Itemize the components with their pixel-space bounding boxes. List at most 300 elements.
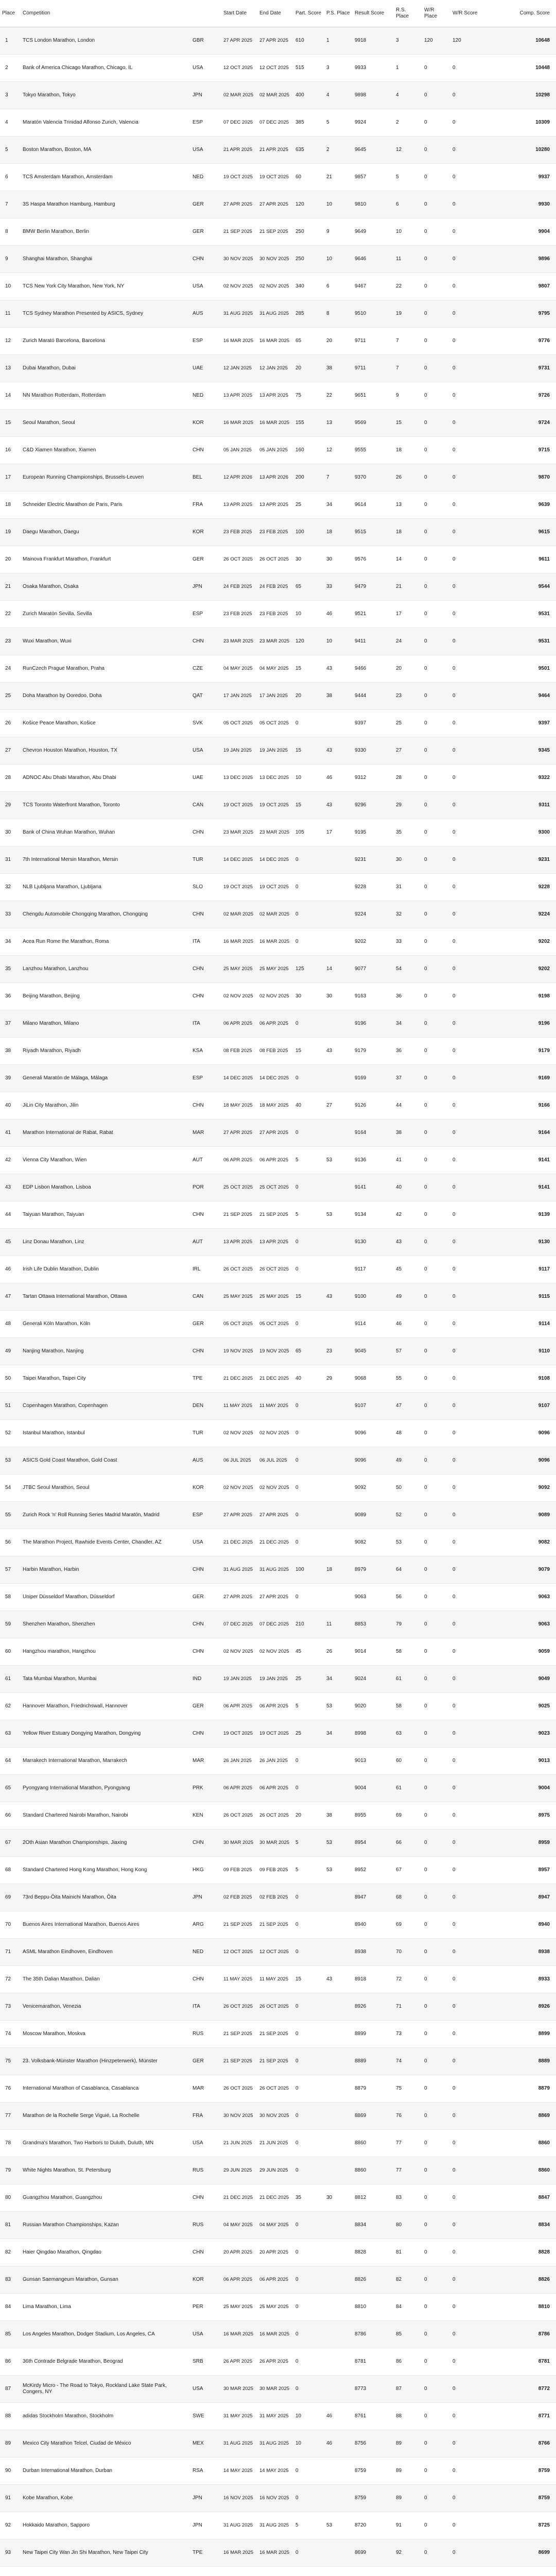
- cell-start-date: 25 MAY 2025: [221, 956, 257, 983]
- cell-place: 64: [0, 1748, 21, 1775]
- cell-part-score: 60: [293, 164, 324, 191]
- cell-competition[interactable]: Bank of America Chicago Marathon, Chicago, IL: [21, 55, 190, 82]
- cell-part-score: 0: [293, 1447, 324, 1475]
- cell-competition[interactable]: Košice Peace Marathon, Košice: [21, 710, 190, 737]
- cell-country: TPE: [190, 1365, 221, 1393]
- cell-wr-score: 0: [450, 546, 484, 573]
- cell-competition[interactable]: Harbin Marathon, Harbin: [21, 1556, 190, 1584]
- cell-country: AUT: [190, 1229, 221, 1256]
- cell-comp-score: 9013: [484, 1748, 556, 1775]
- cell-start-date: 16 MAR 2025: [221, 410, 257, 437]
- cell-competition[interactable]: Marathon de la Rochelle Serge Viguié, La Rochelle: [21, 2103, 190, 2130]
- cell-end-date: 31 AUG 2025: [257, 2430, 293, 2458]
- cell-competition[interactable]: Dubai Marathon, Dubai: [21, 355, 190, 382]
- cell-wr-place: 0: [422, 1174, 450, 1201]
- cell-result-score: 9411: [353, 628, 394, 655]
- cell-competition[interactable]: White Nights Marathon, St. Petersburg: [21, 2157, 190, 2184]
- cell-comp-score: 9139: [484, 1201, 556, 1229]
- cell-competition[interactable]: Riyadh Marathon, Riyadh: [21, 1038, 190, 1065]
- cell-part-score: 15: [293, 1283, 324, 1311]
- table-row: [0, 382, 556, 410]
- cell-wr-score: 0: [450, 1092, 484, 1120]
- cell-part-score: 0: [293, 1120, 324, 1147]
- cell-competition[interactable]: Vienna City Marathon, Wien: [21, 1147, 190, 1174]
- cell-competition[interactable]: 2Oth Asian Marathon Championships, Jiaxing: [21, 1829, 190, 1857]
- cell-competition[interactable]: EDP Lisbon Marathon, Lisboa: [21, 1174, 190, 1201]
- table-row: [0, 2212, 556, 2239]
- cell-wr-place: 0: [422, 109, 450, 137]
- cell-competition[interactable]: TCS New York City Marathon, New York, NY: [21, 273, 190, 300]
- cell-wr-score: 0: [450, 1884, 484, 1911]
- cell-country: CHN: [190, 2239, 221, 2266]
- cell-place: 1: [0, 27, 21, 55]
- cell-competition[interactable]: Acea Run Rome the Marathon, Roma: [21, 928, 190, 956]
- cell-place: 29: [0, 792, 21, 819]
- cell-wr-score: 0: [450, 1038, 484, 1065]
- cell-competition[interactable]: Standard Chartered Hong Kong Marathon, Hong Kong: [21, 1857, 190, 1884]
- cell-result-score: 9898: [353, 82, 394, 109]
- cell-start-date: 26 APR 2025: [221, 2348, 257, 2376]
- cell-competition[interactable]: Zurich Maratón Sevilla, Sevilla: [21, 601, 190, 628]
- cell-wr-score: 0: [450, 1311, 484, 1338]
- cell-end-date: 27 APR 2025: [257, 1584, 293, 1611]
- table-row: [0, 1502, 556, 1529]
- cell-ps-place: [324, 2485, 353, 2512]
- cell-part-score: 5: [293, 1147, 324, 1174]
- cell-place: 60: [0, 1638, 21, 1666]
- cell-country: CZE: [190, 655, 221, 683]
- cell-ps-place: 6: [324, 273, 353, 300]
- table-row: [0, 1529, 556, 1556]
- cell-country: TUR: [190, 1420, 221, 1447]
- header-part-score[interactable]: Part. Score: [293, 0, 324, 27]
- cell-competition[interactable]: Beijing Marathon, Beijing: [21, 983, 190, 1010]
- cell-part-score: 105: [293, 819, 324, 846]
- cell-place: 80: [0, 2184, 21, 2212]
- cell-competition[interactable]: JiLin City Marathon, Jilin: [21, 1092, 190, 1120]
- cell-competition[interactable]: Mexico City Marathon Telcel, Ciudad de México: [21, 2430, 190, 2458]
- cell-competition[interactable]: The 35th Dalian Marathon, Dalian: [21, 1966, 190, 1993]
- cell-wr-place: 0: [422, 2048, 450, 2075]
- cell-rs-place: 30: [394, 846, 422, 874]
- cell-ps-place: 43: [324, 737, 353, 765]
- cell-start-date: 21 JUN 2025: [221, 2130, 257, 2157]
- cell-competition[interactable]: Hannover Marathon, Friedrichswall, Hannover: [21, 1693, 190, 1720]
- cell-result-score: 8918: [353, 1966, 394, 1993]
- cell-ps-place: 30: [324, 546, 353, 573]
- cell-competition[interactable]: Tokyo Marathon, Tokyo: [21, 82, 190, 109]
- cell-competition[interactable]: 73rd Beppu-Ōita Mainichi Marathon, Ōita: [21, 1884, 190, 1911]
- cell-end-date: 19 OCT 2025: [257, 874, 293, 901]
- cell-place: 61: [0, 1666, 21, 1693]
- cell-competition[interactable]: The Marathon Project, Rawhide Events Center, Chandler, AZ: [21, 1529, 190, 1556]
- cell-rs-place: 34: [394, 1010, 422, 1038]
- cell-competition[interactable]: NLB Ljubljana Marathon, Ljubljana: [21, 874, 190, 901]
- cell-wr-score: 0: [450, 2130, 484, 2157]
- cell-rs-place: 56: [394, 1584, 422, 1611]
- cell-competition[interactable]: Gunsan Saemangeum Marathon, Gunsan: [21, 2266, 190, 2294]
- cell-rs-place: 45: [394, 1256, 422, 1283]
- cell-competition[interactable]: Daegu Marathon, Daegu: [21, 519, 190, 546]
- cell-comp-score: 9930: [484, 191, 556, 218]
- cell-place: 56: [0, 1529, 21, 1556]
- cell-comp-score: 8725: [484, 2512, 556, 2539]
- table-row: [0, 492, 556, 519]
- table-row: [0, 765, 556, 792]
- cell-competition[interactable]: Marathon International de Rabat, Rabat: [21, 1120, 190, 1147]
- cell-result-score: 9330: [353, 737, 394, 765]
- cell-ps-place: 3: [324, 55, 353, 82]
- header-comp-score[interactable]: Comp. Score: [484, 0, 556, 27]
- cell-country: KOR: [190, 2266, 221, 2294]
- cell-wr-place: 0: [422, 2157, 450, 2184]
- cell-wr-score: 0: [450, 2021, 484, 2048]
- cell-competition[interactable]: Moscow Marathon, Moskva: [21, 2021, 190, 2048]
- cell-ps-place: [324, 928, 353, 956]
- cell-part-score: 0: [293, 2103, 324, 2130]
- cell-competition[interactable]: Grandma's Marathon, Two Harbors to Duluth, Duluth, MN: [21, 2130, 190, 2157]
- cell-place: 65: [0, 1775, 21, 1802]
- cell-wr-score: 0: [450, 1147, 484, 1174]
- cell-competition[interactable]: Kobe Marathon, Kobe: [21, 2485, 190, 2512]
- cell-competition[interactable]: ASML Marathon Eindhoven, Eindhoven: [21, 1939, 190, 1966]
- table-row: [0, 655, 556, 683]
- cell-competition[interactable]: Linz Donau Marathon, Linz: [21, 1229, 190, 1256]
- table-row: [0, 1420, 556, 1447]
- cell-end-date: 07 DEC 2025: [257, 1611, 293, 1638]
- cell-country: DEN: [190, 1393, 221, 1420]
- cell-competition[interactable]: BMW Berlin Marathon, Berlin: [21, 218, 190, 246]
- cell-competition[interactable]: TCS Amsterdam Marathon, Amsterdam: [21, 164, 190, 191]
- cell-wr-place: 0: [422, 2321, 450, 2348]
- cell-place: 66: [0, 1802, 21, 1829]
- cell-country: SWE: [190, 2403, 221, 2430]
- header-rs-place[interactable]: R.S. Place: [394, 0, 422, 27]
- cell-end-date: 02 NOV 2025: [257, 983, 293, 1010]
- table-row: [0, 956, 556, 983]
- header-ps-place[interactable]: P.S. Place: [324, 0, 353, 27]
- cell-place: 21: [0, 573, 21, 601]
- cell-wr-score: 0: [450, 1365, 484, 1393]
- cell-wr-place: 0: [422, 1720, 450, 1748]
- cell-competition[interactable]: ADNOC Abu Dhabi Marathon, Abu Dhabi: [21, 765, 190, 792]
- cell-rs-place: 1: [394, 55, 422, 82]
- cell-competition[interactable]: Generali Maratón de Málaga, Málaga: [21, 1065, 190, 1092]
- cell-competition[interactable]: Durban International Marathon, Durban: [21, 2458, 190, 2485]
- cell-competition[interactable]: Haier Qingdao Marathon, Qingdao: [21, 2239, 190, 2266]
- cell-end-date: 26 OCT 2025: [257, 546, 293, 573]
- cell-comp-score: 8826: [484, 2266, 556, 2294]
- cell-comp-score: 9639: [484, 492, 556, 519]
- header-end-date[interactable]: End Date: [257, 0, 293, 27]
- cell-competition[interactable]: Los Angeles Marathon, Dodger Stadium, Los Angeles, CA: [21, 2321, 190, 2348]
- cell-part-score: 125: [293, 956, 324, 983]
- cell-end-date: 19 JAN 2025: [257, 1666, 293, 1693]
- cell-competition[interactable]: Shanghai Marathon, Shanghai: [21, 246, 190, 273]
- cell-part-score: 120: [293, 628, 324, 655]
- table-row: [0, 1010, 556, 1038]
- cell-competition[interactable]: Lanzhou Marathon, Lanzhou: [21, 956, 190, 983]
- cell-wr-score: 0: [450, 191, 484, 218]
- table-row: [0, 710, 556, 737]
- cell-start-date: 30 MAR 2025: [221, 2376, 257, 2403]
- cell-comp-score: 10280: [484, 137, 556, 164]
- cell-start-date: 12 OCT 2025: [221, 55, 257, 82]
- cell-wr-score: 0: [450, 2184, 484, 2212]
- cell-wr-score: 0: [450, 765, 484, 792]
- table-row: [0, 983, 556, 1010]
- cell-comp-score: 9196: [484, 1010, 556, 1038]
- cell-competition[interactable]: Russian Marathon Championships, Kazan: [21, 2212, 190, 2239]
- cell-result-score: 9397: [353, 710, 394, 737]
- cell-wr-place: 0: [422, 218, 450, 246]
- cell-start-date: 27 APR 2025: [221, 191, 257, 218]
- cell-competition[interactable]: Chevron Houston Marathon, Houston, TX: [21, 737, 190, 765]
- cell-competition[interactable]: Uniper Düsseldorf Marathon, Düsseldorf: [21, 1584, 190, 1611]
- cell-part-score: 0: [293, 2157, 324, 2184]
- cell-wr-place: 0: [422, 737, 450, 765]
- cell-competition[interactable]: JTBC Seoul Marathon, Seoul: [21, 1475, 190, 1502]
- cell-rs-place: 47: [394, 1393, 422, 1420]
- cell-ps-place: 1: [324, 27, 353, 55]
- cell-competition[interactable]: TCS Sydney Marathon Presented by ASICS, Sydney: [21, 300, 190, 328]
- cell-start-date: 20 APR 2025: [221, 2239, 257, 2266]
- cell-country: CHN: [190, 1720, 221, 1748]
- cell-competition[interactable]: Buenos Aires International Marathon, Buenos Aires: [21, 1911, 190, 1939]
- cell-ps-place: 34: [324, 1720, 353, 1748]
- cell-competition[interactable]: TCS London Marathon, London: [21, 27, 190, 55]
- cell-start-date: 25 MAY 2025: [221, 1283, 257, 1311]
- cell-end-date: 21 DEC 2025: [257, 1365, 293, 1393]
- cell-competition[interactable]: C&D Xiamen Marathon, Xiamen: [21, 437, 190, 464]
- cell-part-score: 385: [293, 109, 324, 137]
- cell-country: USA: [190, 2376, 221, 2403]
- cell-ps-place: [324, 710, 353, 737]
- cell-result-score: 9296: [353, 792, 394, 819]
- header-wr-score[interactable]: W/R Score: [450, 0, 484, 27]
- header-competition[interactable]: Competition: [21, 0, 190, 27]
- cell-end-date: 19 OCT 2025: [257, 164, 293, 191]
- cell-end-date: 04 MAY 2025: [257, 2212, 293, 2239]
- cell-place: 11: [0, 300, 21, 328]
- cell-ps-place: 20: [324, 328, 353, 355]
- cell-competition[interactable]: Doha Marathon by Ooredoo, Doha: [21, 683, 190, 710]
- cell-result-score: 8955: [353, 1802, 394, 1829]
- cell-comp-score: 8959: [484, 1829, 556, 1857]
- cell-competition[interactable]: Milano Marathon, Milano: [21, 1010, 190, 1038]
- cell-part-score: 25: [293, 492, 324, 519]
- cell-part-score: 20: [293, 683, 324, 710]
- cell-country: HKG: [190, 1857, 221, 1884]
- cell-comp-score: 9092: [484, 1475, 556, 1502]
- cell-place: 71: [0, 1939, 21, 1966]
- cell-result-score: 9933: [353, 55, 394, 82]
- cell-comp-score: 8828: [484, 2239, 556, 2266]
- cell-comp-score: 9202: [484, 956, 556, 983]
- cell-competition[interactable]: Standard Chartered Nairobi Marathon, Nairobi: [21, 1802, 190, 1829]
- cell-wr-score: 0: [450, 1939, 484, 1966]
- cell-competition[interactable]: Taiyuan Marathon, Taiyuan: [21, 1201, 190, 1229]
- cell-competition[interactable]: Boston Marathon, Boston, MA: [21, 137, 190, 164]
- cell-start-date: 16 MAR 2025: [221, 2321, 257, 2348]
- cell-wr-place: 0: [422, 55, 450, 82]
- cell-rs-place: 66: [394, 1829, 422, 1857]
- cell-comp-score: 8759: [484, 2458, 556, 2485]
- cell-country: USA: [190, 1529, 221, 1556]
- table-row: [0, 1911, 556, 1939]
- cell-result-score: 9510: [353, 300, 394, 328]
- cell-ps-place: 14: [324, 956, 353, 983]
- cell-competition[interactable]: TCS Toronto Waterfront Marathon, Toronto: [21, 792, 190, 819]
- cell-competition[interactable]: Nanjing Marathon, Nanjing: [21, 1338, 190, 1365]
- cell-place: 41: [0, 1120, 21, 1147]
- cell-competition[interactable]: McKirdy Micro - The Road to Tokyo, Rockland Lake State Park, Congers, NY: [21, 2376, 190, 2403]
- cell-competition[interactable]: RunCzech Prague Marathon, Praha: [21, 655, 190, 683]
- cell-comp-score: 10309: [484, 109, 556, 137]
- cell-comp-score: 9726: [484, 382, 556, 410]
- cell-competition[interactable]: Zurich Maratό Barcelona, Barcelona: [21, 328, 190, 355]
- cell-start-date: 06 APR 2025: [221, 1147, 257, 1174]
- cell-competition[interactable]: Mainova Frankfurt Marathon, Frankfurt: [21, 546, 190, 573]
- cell-result-score: 8756: [353, 2430, 394, 2458]
- cell-wr-place: 0: [422, 1147, 450, 1174]
- cell-end-date: 26 APR 2025: [257, 2348, 293, 2376]
- cell-country: SLO: [190, 874, 221, 901]
- cell-competition[interactable]: Venicemarathon, Venezia: [21, 1993, 190, 2021]
- cell-competition[interactable]: Maratón Valencia Trinidad Alfonso Zurich, Valencia: [21, 109, 190, 137]
- cell-part-score: 0: [293, 2458, 324, 2485]
- cell-competition[interactable]: Istanbul Marathon, Istanbul: [21, 1420, 190, 1447]
- cell-result-score: 9569: [353, 410, 394, 437]
- header-wr-place[interactable]: W/R Place: [422, 0, 450, 27]
- table-row: [0, 819, 556, 846]
- cell-competition[interactable]: Generali Köln Marathon, Köln: [21, 1311, 190, 1338]
- cell-ps-place: [324, 1748, 353, 1775]
- cell-rs-place: 70: [394, 1939, 422, 1966]
- cell-competition[interactable]: Lima Marathon, Lima: [21, 2294, 190, 2321]
- cell-competition[interactable]: Seoul Marathon, Seoul: [21, 410, 190, 437]
- cell-result-score: 9013: [353, 1748, 394, 1775]
- cell-competition[interactable]: adidas Stockholm Marathon, Stockholm: [21, 2403, 190, 2430]
- cell-country: ITA: [190, 1993, 221, 2021]
- cell-rs-place: 77: [394, 2157, 422, 2184]
- cell-competition[interactable]: Tata Mumbai Marathon, Mumbai: [21, 1666, 190, 1693]
- cell-wr-place: 0: [422, 956, 450, 983]
- cell-ps-place: [324, 1120, 353, 1147]
- cell-competition[interactable]: Shenzhen Marathon, Shenzhen: [21, 1611, 190, 1638]
- cell-wr-score: 0: [450, 1666, 484, 1693]
- cell-comp-score: 9615: [484, 519, 556, 546]
- cell-competition[interactable]: NN Marathon Rotterdam, Rotterdam: [21, 382, 190, 410]
- cell-competition[interactable]: 3S Haspa Marathon Hamburg, Hamburg: [21, 191, 190, 218]
- cell-competition[interactable]: Wuxi Marathon, Wuxi: [21, 628, 190, 655]
- cell-start-date: 31 MAY 2025: [221, 2403, 257, 2430]
- cell-competition[interactable]: 23. Volksbank-Münster Marathon (Hinzpeterwerk), Münster: [21, 2048, 190, 2075]
- cell-part-score: 5: [293, 1201, 324, 1229]
- cell-competition[interactable]: Guangzhou Marathon, Guangzhou: [21, 2184, 190, 2212]
- cell-competition[interactable]: 36th Contrade Belgrade Marathon, Beograd: [21, 2348, 190, 2376]
- cell-result-score: 8828: [353, 2239, 394, 2266]
- cell-competition[interactable]: Schneider Electric Marathon de Paris, Paris: [21, 492, 190, 519]
- cell-rs-place: 55: [394, 1365, 422, 1393]
- cell-competition[interactable]: Hangzhou marathon, Hangzhou: [21, 1638, 190, 1666]
- cell-rs-place: 27: [394, 737, 422, 765]
- cell-competition[interactable]: New Taipei City Wan Jin Shi Marathon, New Taipei City: [21, 2539, 190, 2567]
- cell-competition[interactable]: Tartan Ottawa International Marathon, Ottawa: [21, 1283, 190, 1311]
- cell-start-date: 24 FEB 2025: [221, 573, 257, 601]
- cell-end-date: 13 APR 2025: [257, 382, 293, 410]
- cell-ps-place: [324, 1311, 353, 1338]
- cell-rs-place: 33: [394, 928, 422, 956]
- cell-competition[interactable]: Irish Life Dublin Marathon, Dublin: [21, 1256, 190, 1283]
- cell-start-date: 08 FEB 2025: [221, 1038, 257, 1065]
- cell-competition[interactable]: ASICS Gold Coast Marathon, Gold Coast: [21, 1447, 190, 1475]
- cell-result-score: 9645: [353, 137, 394, 164]
- cell-ps-place: [324, 1475, 353, 1502]
- cell-comp-score: 9130: [484, 1229, 556, 1256]
- cell-start-date: 16 MAR 2025: [221, 928, 257, 956]
- cell-start-date: 05 OCT 2025: [221, 710, 257, 737]
- cell-end-date: 27 APR 2025: [257, 1502, 293, 1529]
- cell-competition[interactable]: Zurich Rock 'n' Roll Running Series Madrid Maratón, Madrid: [21, 1502, 190, 1529]
- cell-competition[interactable]: 7th International Mersin Marathon, Mersin: [21, 846, 190, 874]
- cell-competition[interactable]: [21, 2567, 190, 2576]
- cell-competition[interactable]: Chengdu Automobile Chongqing Marathon, Chongqing: [21, 901, 190, 928]
- cell-result-score: 9063: [353, 1584, 394, 1611]
- table-row: [0, 82, 556, 109]
- cell-end-date: 07 DEC 2025: [257, 109, 293, 137]
- cell-start-date: 21 SEP 2025: [221, 1911, 257, 1939]
- cell-ps-place: [324, 846, 353, 874]
- header-start-date[interactable]: Start Date: [221, 0, 257, 27]
- cell-wr-score: 0: [450, 1256, 484, 1283]
- cell-comp-score: 9397: [484, 710, 556, 737]
- cell-competition[interactable]: Hokkaido Marathon, Sapporo: [21, 2512, 190, 2539]
- cell-competition[interactable]: Taipei Marathon, Taipei City: [21, 1365, 190, 1393]
- cell-comp-score: 9937: [484, 164, 556, 191]
- cell-comp-score: 9107: [484, 1393, 556, 1420]
- cell-competition[interactable]: Marrakech International Marathon, Marrakech: [21, 1748, 190, 1775]
- cell-start-date: 02 NOV 2025: [221, 1638, 257, 1666]
- table-row: [0, 218, 556, 246]
- cell-part-score: 610: [293, 27, 324, 55]
- cell-competition[interactable]: Yellow River Estuary Dongying Marathon, Dongying: [21, 1720, 190, 1748]
- cell-rs-place: 58: [394, 1693, 422, 1720]
- cell-rs-place: 85: [394, 2321, 422, 2348]
- header-result-score[interactable]: Result Score: [353, 0, 394, 27]
- cell-result-score: 8834: [353, 2212, 394, 2239]
- cell-competition[interactable]: European Running Championships, Brussels-Leuven: [21, 464, 190, 492]
- cell-ps-place: 18: [324, 519, 353, 546]
- cell-rs-place: 67: [394, 1857, 422, 1884]
- cell-comp-score: 8759: [484, 2485, 556, 2512]
- cell-competition[interactable]: International Marathon of Casablanca, Casablanca: [21, 2075, 190, 2103]
- cell-rs-place: 81: [394, 2239, 422, 2266]
- cell-competition[interactable]: Copenhagen Marathon, Copenhagen: [21, 1393, 190, 1420]
- cell-wr-score: 0: [450, 2539, 484, 2567]
- header-place[interactable]: Place: [0, 0, 21, 27]
- cell-competition[interactable]: Pyongyang International Marathon, Pyongyang: [21, 1775, 190, 1802]
- cell-place: 79: [0, 2157, 21, 2184]
- cell-place: 58: [0, 1584, 21, 1611]
- cell-competition[interactable]: Bank of China Wuhan Marathon, Wuhan: [21, 819, 190, 846]
- cell-ps-place: 21: [324, 164, 353, 191]
- table-row: [0, 1065, 556, 1092]
- cell-part-score: 30: [293, 546, 324, 573]
- cell-competition[interactable]: Osaka Marathon, Osaka: [21, 573, 190, 601]
- cell-part-score: [293, 2567, 324, 2576]
- cell-comp-score: 9544: [484, 573, 556, 601]
